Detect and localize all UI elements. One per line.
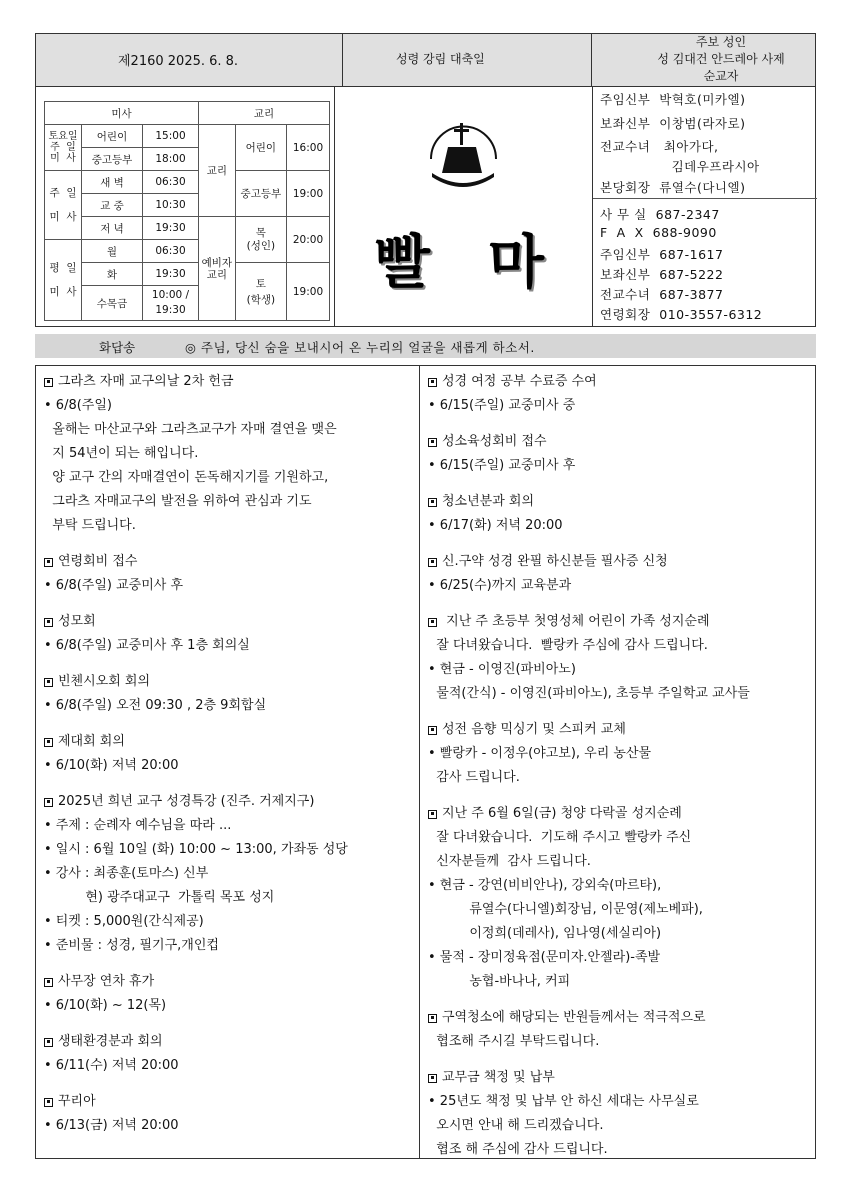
announcement-section [44,790,414,958]
mass-who: 어린이 [82,125,143,148]
announcement-title [44,1030,414,1054]
announcement-line: 농협-바나나, 커피 [428,974,571,989]
announcement-title-text: 성전 음향 믹싱기 및 스피커 교체 [442,722,626,737]
staff-line: 전교수녀 최아가다, [600,139,719,154]
square-bullet-icon [44,798,53,807]
announcement-title [428,1006,812,1030]
announcement-section [428,718,812,790]
announcement-section [428,1066,812,1162]
announcement-line: • 6/11(수) 저녁 20:00 [44,1058,179,1073]
announcement-title [428,370,812,394]
announcement-title [44,550,414,574]
announcement-line: • 6/10(화) ~ 12(목) [44,998,167,1013]
announcement-title [44,670,414,694]
announcement-title [428,1066,812,1090]
right-column [428,370,812,1176]
edu-who: 토 (학생) [235,263,286,321]
square-bullet-icon [44,618,53,627]
announcement-section [428,802,812,994]
issue-number-date: 제2160 2025. 6. 8. [118,54,239,69]
announcement-line: • 6/8(주일) [44,398,112,413]
response-text: ◎ 주님, 당신 숨을 보내시어 온 누리의 얼굴을 새롭게 하소서. [185,340,535,355]
edu-who: 목 (성인) [235,217,286,263]
edu-time: 20:00 [287,217,330,263]
mass-time: 15:00 [143,125,199,148]
announcement-line: 협조해 주시길 부탁드립니다. [428,1034,600,1049]
staff-line: 보좌신부 이창범(라자로) [600,116,746,131]
square-bullet-icon [44,1098,53,1107]
announcement-section [44,1030,414,1078]
announcement-line: • 티켓 : 5,000원(간식제공) [44,914,204,929]
responsorial-psalm-band [35,334,816,358]
announcement-section [44,970,414,1018]
announcement-title [44,970,414,994]
mass-who: 교 중 [82,194,143,217]
mass-time: 19:30 [143,263,199,286]
announcement-title-text: 연령회비 접수 [58,554,138,569]
square-bullet-icon [44,738,53,747]
response-label: 화답송 [99,340,136,355]
edu-who: 중고등부 [235,171,286,217]
mass-schedule-table [44,101,330,321]
announcement-title [428,550,812,574]
announcement-title [44,1090,414,1114]
announcement-line: 잘 다녀왔습니다. 빨랑카 주심에 감사 드립니다. [428,638,708,653]
mass-who: 새 벽 [82,171,143,194]
announcement-line: • 25년도 책정 및 납부 안 하신 세대는 사무실로 [428,1094,699,1109]
announcement-title [44,370,414,394]
weekday-mass-label: 평 일 미 사 [45,240,82,321]
square-bullet-icon [428,1014,437,1023]
square-bullet-icon [44,978,53,987]
contact-line: 보좌신부 687-5222 [600,267,724,282]
mass-time: 10:00 / 19:30 [143,286,199,321]
contact-line: 주임신부 687-1617 [600,247,724,262]
announcement-section [44,670,414,718]
announcement-title-text: 지난 주 초등부 첫영성체 어린이 가족 성지순례 [442,614,710,629]
announcement-section [428,610,812,706]
mass-time: 06:30 [143,171,199,194]
edu-time: 19:00 [287,263,330,321]
square-bullet-icon [428,810,437,819]
announcement-title-text: 성경 여정 공부 수료증 수여 [442,374,597,389]
announcement-line: • 현금 - 강연(비비안나), 강외숙(마르타), [428,878,662,893]
edu-label: 예비자 교리 [199,217,236,321]
square-bullet-icon [428,438,437,447]
announcement-title-text: 그라츠 자매 교구의날 2차 헌금 [58,374,234,389]
announcement-line: • 6/17(화) 저녁 20:00 [428,518,563,533]
announcement-line: • 6/8(주일) 오전 09:30 , 2층 9회합실 [44,698,267,713]
edu-label: 교리 [199,125,236,217]
mass-time: 19:30 [143,217,199,240]
announcement-title [428,490,812,514]
square-bullet-icon [44,1038,53,1047]
patron-saint-line: 성 김대건 안드레아 사제 [657,52,785,66]
announcement-line: 감사 드립니다. [428,770,520,785]
bulletin-title-char: 빨 [374,228,431,296]
announcement-title-text: 구역청소에 해당되는 반원들께서는 적극적으로 [442,1010,706,1025]
square-bullet-icon [44,378,53,387]
edu-time: 16:00 [287,125,330,171]
contact-line: 연령회장 010-3557-6312 [600,307,763,322]
patron-saint [626,34,816,85]
sun-mass-label: 주 일 미 사 [45,171,82,240]
announcement-section [428,1006,812,1054]
mass-header: 미사 [45,102,199,125]
announcement-line: • 준비물 : 성경, 필기구,개인컵 [44,938,219,953]
announcement-line: 잘 다녀왔습니다. 기도해 주시고 빨랑카 주신 [428,830,692,845]
announcement-title [44,730,414,754]
announcement-line: 지 54년이 되는 해입니다. [44,446,199,461]
square-bullet-icon [428,726,437,735]
announcement-title-text: 성모회 [58,614,96,629]
announcement-line: • 일시 : 6월 10일 (화) 10:00 ~ 13:00, 가좌동 성당 [44,842,348,857]
announcement-section [428,550,812,598]
mass-who: 화 [82,263,143,286]
staff-line: 본당회장 류열수(다니엘) [600,180,746,195]
announcement-line: • 주제 : 순례자 예수님을 따라 ... [44,818,232,833]
left-column [44,370,414,1152]
square-bullet-icon [428,558,437,567]
mass-who: 수목금 [82,286,143,321]
announcement-line: 현) 광주대교구 가톨릭 목포 성지 [44,890,275,905]
announcement-line: • 물적 - 장미정육점(문미자.안젤라)-족발 [428,950,661,965]
staff-line: 주임신부 박혁호(미카엘) [600,92,746,107]
announcement-title-text: 지난 주 6월 6일(금) 청양 다락골 성지순례 [442,806,682,821]
edu-header: 교리 [199,102,330,125]
announcement-line: 물적(간식) - 이영진(파비아노), 초등부 주일학교 교사들 [428,686,750,701]
bulletin-title-char: 마 [488,228,545,296]
announcement-line: • 6/15(주일) 교중미사 후 [428,458,576,473]
announcement-title [428,802,812,826]
announcement-section [44,370,414,538]
info-box [35,87,816,327]
announcement-section [44,550,414,598]
announcement-title [428,718,812,742]
announcement-line: 협조 해 주심에 감사 드립니다. [428,1142,608,1157]
announcement-title-text: 생태환경분과 회의 [58,1034,163,1049]
announcement-line: • 현금 - 이영진(파비아노) [428,662,576,677]
square-bullet-icon [44,678,53,687]
announcement-line: 양 교구 간의 자매결연이 돈독해지기를 기원하고, [44,470,329,485]
header-band [35,33,816,87]
staff-line: 김데우프라시아 [600,159,760,174]
sat-mass-label: 토요일 주 일 미 사 [45,125,82,171]
patron-saint-line: 순교자 [703,69,739,83]
announcement-section [428,430,812,478]
patron-saint-line: 주보 성인 [695,35,747,49]
square-bullet-icon [428,618,437,627]
announcement-title-text: 성소육성회비 접수 [442,434,547,449]
square-bullet-icon [428,1074,437,1083]
edu-time: 19:00 [287,171,330,217]
announcement-title-text: 신.구약 성경 완필 하신분들 필사증 신청 [442,554,668,569]
mass-time: 18:00 [143,148,199,171]
announcement-line: • 강사 : 최종훈(토마스) 신부 [44,866,209,881]
announcement-line: • 6/8(주일) 교중미사 후 1층 회의실 [44,638,250,653]
mass-who: 저 녁 [82,217,143,240]
announcement-title [428,610,812,634]
square-bullet-icon [44,558,53,567]
contact-line: 전교수녀 687-3877 [600,287,724,302]
announcement-title-text: 꾸리아 [58,1094,96,1109]
announcement-section [44,1090,414,1138]
announcement-title-text: 제대회 회의 [58,734,125,749]
mass-who: 중고등부 [82,148,143,171]
announcement-line: • 6/15(주일) 교중미사 중 [428,398,576,413]
announcement-section [44,730,414,778]
mass-who: 월 [82,240,143,263]
announcement-line: • 6/8(주일) 교중미사 후 [44,578,184,593]
announcement-section [44,610,414,658]
announcement-title-text: 2025년 희년 교구 성경특강 (진주. 거제지구) [58,794,315,809]
announcement-title-text: 사무장 연차 휴가 [58,974,155,989]
announcement-line: • 6/25(수)까지 교육분과 [428,578,572,593]
announcement-title [44,610,414,634]
announcement-line: 그라츠 자매교구의 발전을 위하여 관심과 기도 [44,494,312,509]
announcement-title-text: 청소년분과 회의 [442,494,535,509]
announcement-line: 오시면 안내 해 드리겠습니다. [428,1118,604,1133]
announcement-line: • 빨랑카 - 이정우(야고보), 우리 농산물 [428,746,652,761]
announcement-line: 부탁 드립니다. [44,518,136,533]
square-bullet-icon [428,378,437,387]
church-bell-logo-icon [426,117,501,197]
mass-time: 06:30 [143,240,199,263]
announcement-line: 신자분들께 감사 드립니다. [428,854,591,869]
mass-time: 10:30 [143,194,199,217]
announcement-line: 류열수(다니엘)회장님, 이문영(제노베파), [428,902,703,917]
announcement-line: • 6/10(화) 저녁 20:00 [44,758,179,773]
announcement-section [428,490,812,538]
announcement-title-text: 교무금 책정 및 납부 [442,1070,555,1085]
announcement-title [44,790,414,814]
edu-who: 어린이 [235,125,286,171]
contact-line: F A X 688-9090 [600,225,717,240]
square-bullet-icon [428,498,437,507]
announcement-line: 올해는 마산교구와 그라츠교구가 자매 결연을 맺은 [44,422,337,437]
announcement-section [428,370,812,418]
announcements-box [35,365,816,1159]
contact-line: 사 무 실 687-2347 [600,207,720,222]
feast-name: 성령 강림 대축일 [396,52,485,66]
announcement-line: 이정희(데레사), 임나영(세실리아) [428,926,662,941]
announcement-line: • 6/13(금) 저녁 20:00 [44,1118,179,1133]
announcement-title [428,430,812,454]
announcement-title-text: 빈첸시오회 회의 [58,674,151,689]
